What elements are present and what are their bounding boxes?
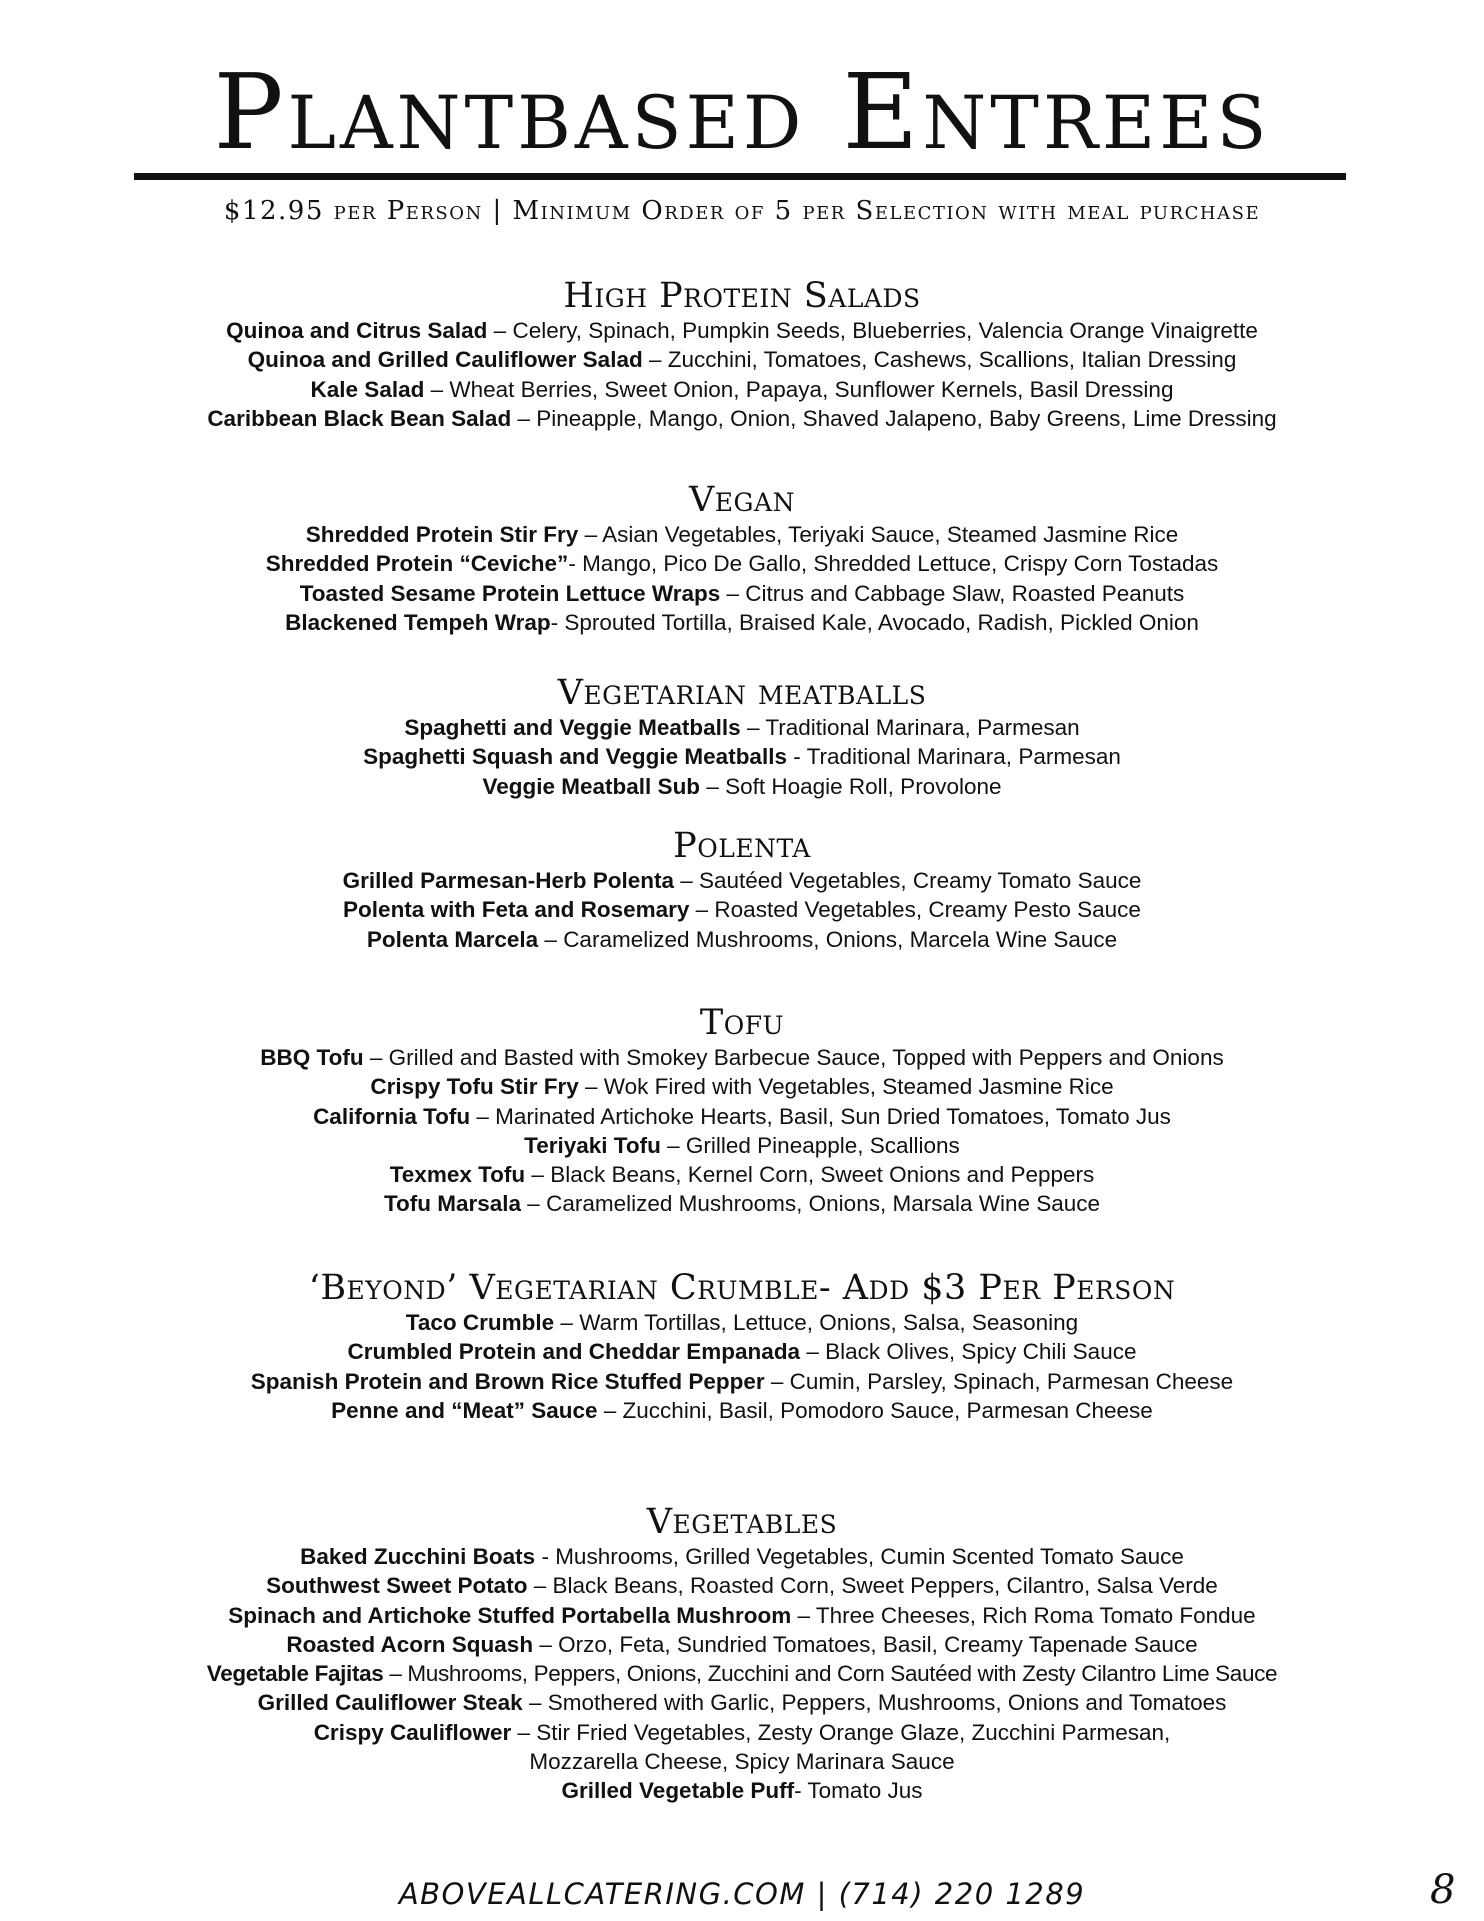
item-separator: – <box>525 1162 551 1188</box>
item-description: Roasted Vegetables, Creamy Pesto Sauce <box>714 897 1141 923</box>
item-description: Three Cheeses, Rich Roma Tomato Fondue <box>815 1602 1256 1628</box>
menu-item <box>0 579 1484 608</box>
section-vegan <box>0 480 1484 637</box>
section-high-protein-salads <box>0 276 1484 433</box>
item-description: Soft Hoagie Roll, Provolone <box>725 773 1002 799</box>
menu-item <box>0 866 1484 895</box>
item-name: BBQ Tofu <box>260 1045 364 1070</box>
item-name: Toasted Sesame Protein Lettuce Wraps <box>299 580 721 606</box>
section-polenta <box>0 826 1484 954</box>
item-separator: – <box>720 580 746 606</box>
item-description: Mango, Pico De Gallo, Shredded Lettuce, Crispy Corn Tostadas <box>582 551 1219 577</box>
item-separator: – <box>538 926 564 952</box>
section-beyond-crumble <box>0 1268 1484 1425</box>
menu-item <box>0 1367 1484 1396</box>
menu-item <box>0 895 1484 924</box>
item-separator: – <box>660 1132 686 1158</box>
item-description: Sprouted Tortilla, Braised Kale, Avocado, Radish, Pickled Onion <box>564 609 1199 635</box>
menu-item <box>0 1102 1484 1131</box>
item-separator: – <box>424 376 450 402</box>
item-name: Tofu Marsala <box>383 1191 522 1217</box>
item-separator: – <box>554 1310 580 1335</box>
item-name: Spaghetti and Veggie Meatballs <box>404 715 741 740</box>
item-name: Quinoa and Grilled Cauliflower Salad <box>247 347 643 373</box>
item-description: Warm Tortillas, Lettuce, Onions, Salsa, Seasoning <box>579 1310 1079 1335</box>
menu-item <box>0 1659 1484 1688</box>
section-title: Vegan <box>689 480 795 520</box>
item-description: Black Beans, Kernel Corn, Sweet Onions and Peppers <box>550 1162 1095 1188</box>
section-title: Vegetarian meatballs <box>557 673 927 713</box>
item-name: Teriyaki Tofu <box>524 1132 661 1158</box>
footer-website-phone: ABOVEALLCATERING.COM | (714) 220 1289 <box>398 1877 1086 1911</box>
item-description: Zucchini, Tomatoes, Cashews, Scallions, Italian Dressing <box>667 347 1237 373</box>
menu-item <box>0 1571 1484 1600</box>
item-description: Caramelized Mushrooms, Onions, Marcela Wine Sauce <box>563 926 1118 952</box>
item-separator: – <box>800 1339 826 1365</box>
item-name: Penne and “Meat” Sauce <box>331 1397 598 1423</box>
item-description: Wheat Berries, Sweet Onion, Papaya, Sunflower Kernels, Basil Dressing <box>449 376 1174 402</box>
item-separator: – <box>533 1631 559 1657</box>
item-separator: – <box>597 1397 623 1423</box>
item-separator: – <box>521 1191 547 1217</box>
menu-item <box>0 925 1484 954</box>
menu-item <box>0 713 1484 742</box>
item-separator: - <box>568 551 583 577</box>
item-name: Southwest Sweet Potato <box>266 1573 528 1599</box>
menu-item <box>0 1630 1484 1659</box>
item-description: Stir Fried Vegetables, Zesty Orange Glaze, Zucchini Parmesan, <box>536 1719 1171 1745</box>
menu-item <box>0 742 1484 771</box>
menu-item <box>0 1308 1484 1337</box>
item-name: California Tofu <box>313 1103 471 1129</box>
item-separator: – <box>578 522 603 547</box>
item-separator: – <box>673 868 699 893</box>
item-name: Texmex Tofu <box>389 1162 526 1188</box>
menu-item <box>0 1688 1484 1717</box>
item-name: Spinach and Artichoke Stuffed Portabella Mushroom <box>228 1602 792 1628</box>
item-name: Spanish Protein and Brown Rice Stuffed Pepper <box>250 1368 765 1394</box>
item-description: Black Beans, Roasted Corn, Sweet Peppers, Cilantro, Salsa Verde <box>552 1573 1218 1599</box>
item-name: Veggie Meatball Sub <box>482 773 701 799</box>
item-name: Roasted Acorn Squash <box>286 1631 534 1657</box>
menu-item <box>0 1160 1484 1189</box>
item-name: Vegetable Fajitas <box>206 1661 384 1687</box>
item-description: Traditional Marinara, Parmesan <box>765 715 1080 740</box>
menu-item <box>0 1776 1484 1805</box>
menu-item <box>0 316 1484 345</box>
section-title: Vegetables <box>646 1502 838 1542</box>
menu-item <box>0 404 1484 433</box>
section-vegetarian-meatballs <box>0 673 1484 801</box>
section-title: Tofu <box>699 1003 785 1043</box>
item-description: Cumin, Parsley, Spinach, Parmesan Cheese <box>789 1368 1234 1394</box>
item-separator: – <box>363 1045 389 1070</box>
item-name: Polenta with Feta and Rosemary <box>343 897 690 923</box>
item-description: Grilled and Basted with Smokey Barbecue Sauce, Topped with Peppers and Onions <box>388 1045 1224 1070</box>
page-number: 8 <box>1430 1867 1456 1913</box>
section-title: Polenta <box>673 826 811 866</box>
item-name: Baked Zucchini Boats <box>300 1544 536 1569</box>
title-divider <box>134 173 1346 180</box>
item-separator: - <box>550 609 565 635</box>
item-name: Shredded Protein “Ceviche” <box>265 551 569 577</box>
item-separator: - <box>794 1778 808 1804</box>
menu-item <box>0 772 1484 801</box>
section-title: ‘Beyond’ Vegetarian Crumble- Add $3 Per Person <box>308 1268 1176 1308</box>
item-name: Spaghetti Squash and Veggie Meatballs <box>363 744 787 770</box>
menu-item <box>0 375 1484 404</box>
item-description: Mozzarella Cheese, Spicy Marinara Sauce <box>529 1749 955 1775</box>
page-title: Plantbased Entrees <box>213 51 1271 173</box>
item-description: Black Olives, Spicy Chili Sauce <box>825 1339 1137 1365</box>
section-tofu <box>0 1003 1484 1219</box>
item-separator: – <box>578 1074 604 1100</box>
item-description: Marinated Artichoke Hearts, Basil, Sun Dried Tomatoes, Tomato Jus <box>495 1103 1171 1129</box>
item-description: Grilled Pineapple, Scallions <box>685 1132 960 1158</box>
menu-item <box>0 549 1484 578</box>
item-description: Caramelized Mushrooms, Onions, Marsala Wine Sauce <box>546 1191 1101 1217</box>
menu-item <box>0 1396 1484 1425</box>
item-separator: – <box>689 897 715 923</box>
item-description: Sautéed Vegetables, Creamy Tomato Sauce <box>699 868 1142 893</box>
item-description: Smothered with Garlic, Peppers, Mushrooms, Onions and Tomatoes <box>547 1690 1227 1716</box>
menu-item-continuation <box>0 1747 1484 1776</box>
item-description: Mushrooms, Peppers, Onions, Zucchini and Corn Sautéed with Zesty Cilantro Lime Sauce <box>407 1661 1278 1687</box>
item-name: Blackened Tempeh Wrap <box>285 609 551 635</box>
item-name: Quinoa and Citrus Salad <box>226 318 488 343</box>
menu-item <box>0 345 1484 374</box>
item-separator: – <box>487 318 513 343</box>
menu-item <box>0 608 1484 637</box>
item-name: Caribbean Black Bean Salad <box>207 405 512 431</box>
menu-item <box>0 1043 1484 1072</box>
item-separator: – <box>740 715 766 740</box>
item-separator: – <box>470 1103 496 1129</box>
item-description: Asian Vegetables, Teriyaki Sauce, Steamed Jasmine Rice <box>602 522 1179 547</box>
item-name: Kale Salad <box>310 376 425 402</box>
item-separator: – <box>642 347 668 373</box>
item-name: Grilled Cauliflower Steak <box>257 1690 523 1716</box>
item-description: Pineapple, Mango, Onion, Shaved Jalapeno, Baby Greens, Lime Dressing <box>536 405 1277 431</box>
item-separator: – <box>700 773 726 799</box>
section-title: High Protein Salads <box>563 276 921 316</box>
menu-item <box>0 1337 1484 1366</box>
item-description: Tomato Jus <box>807 1778 923 1804</box>
item-separator: - <box>786 744 807 770</box>
item-description: Celery, Spinach, Pumpkin Seeds, Blueberries, Valencia Orange Vinaigrette <box>512 318 1258 343</box>
item-separator: – <box>764 1368 790 1394</box>
item-separator: – <box>527 1573 553 1599</box>
menu-item <box>0 1131 1484 1160</box>
menu-item <box>0 1189 1484 1218</box>
item-separator: - <box>535 1544 556 1569</box>
item-description: Mushrooms, Grilled Vegetables, Cumin Scented Tomato Sauce <box>555 1544 1184 1569</box>
item-name: Shredded Protein Stir Fry <box>305 522 579 547</box>
item-name: Grilled Vegetable Puff <box>561 1778 795 1804</box>
item-description: Orzo, Feta, Sundried Tomatoes, Basil, Creamy Tapenade Sauce <box>558 1631 1198 1657</box>
item-name: Taco Crumble <box>405 1310 555 1335</box>
item-description: Traditional Marinara, Parmesan <box>806 744 1121 770</box>
item-description: Zucchini, Basil, Pomodoro Sauce, Parmesan Cheese <box>622 1397 1153 1423</box>
menu-item <box>0 1542 1484 1571</box>
item-name: Polenta Marcela <box>366 926 539 952</box>
section-vegetables <box>0 1502 1484 1806</box>
item-description: Wok Fired with Vegetables, Steamed Jasmine Rice <box>603 1074 1114 1100</box>
item-separator: – <box>511 405 537 431</box>
item-description: Citrus and Cabbage Slaw, Roasted Peanuts <box>745 580 1185 606</box>
menu-item <box>0 1718 1484 1747</box>
item-separator: – <box>791 1602 816 1628</box>
item-name: Grilled Parmesan-Herb Polenta <box>342 868 674 893</box>
item-name: Crispy Cauliflower <box>313 1719 512 1745</box>
item-separator: – <box>383 1661 408 1687</box>
menu-item <box>0 1601 1484 1630</box>
pricing-subtitle: $12.95 per Person | Minimum Order of 5 per Selection with meal purchase <box>223 196 1261 226</box>
item-separator: – <box>511 1719 537 1745</box>
menu-item <box>0 520 1484 549</box>
item-name: Crispy Tofu Stir Fry <box>370 1074 579 1100</box>
menu-item <box>0 1072 1484 1101</box>
item-name: Crumbled Protein and Cheddar Empanada <box>347 1339 801 1365</box>
item-separator: – <box>522 1690 548 1716</box>
